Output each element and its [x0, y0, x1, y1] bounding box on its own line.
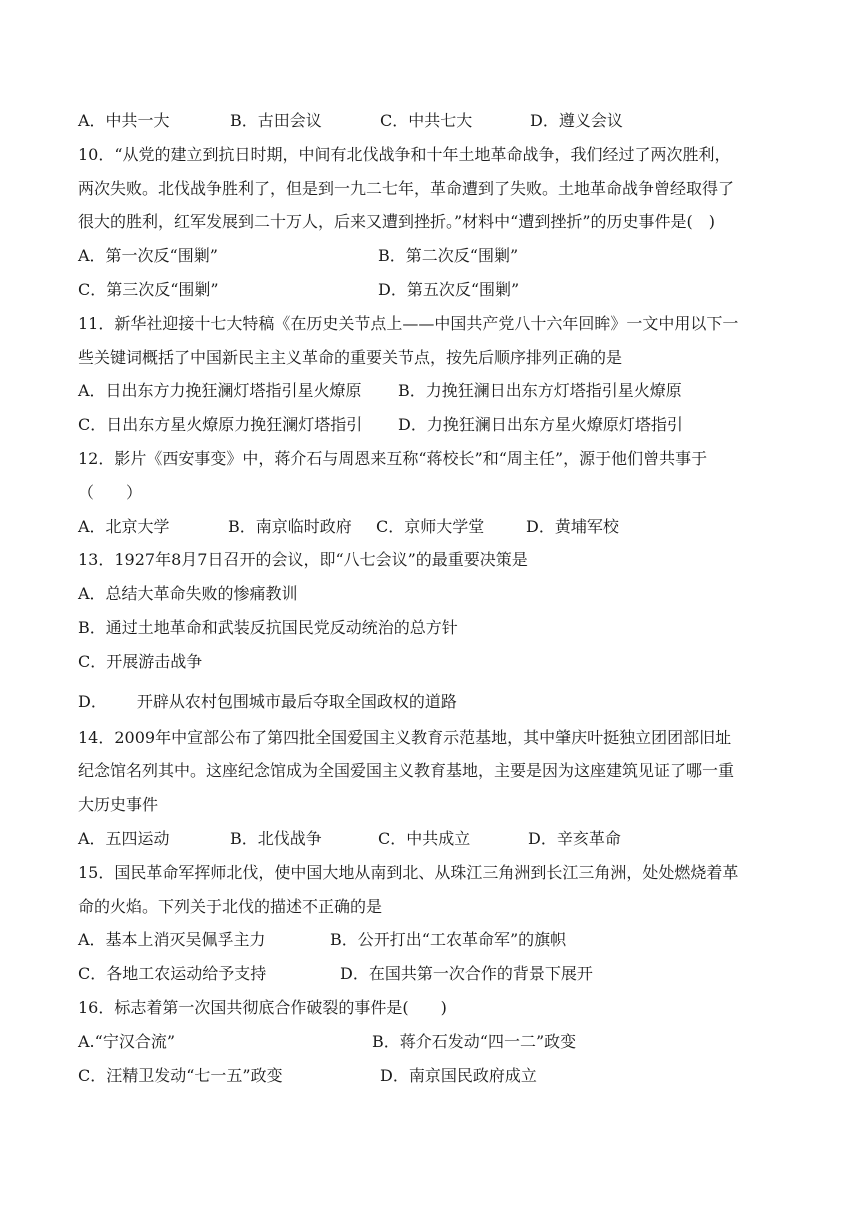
- q9-option-a: A．中共一大: [78, 111, 170, 130]
- q16-option-b: B．蒋介石发动“四一二”政变: [372, 1031, 577, 1051]
- q10-options-row-2: [78, 273, 794, 307]
- q14-option-d: D．辛亥革命: [528, 828, 621, 848]
- q14-options: [78, 822, 794, 856]
- q12-option-d: D．黄埔军校: [526, 516, 619, 536]
- q10-option-a: A．第一次反“围剿”: [78, 246, 218, 266]
- q11-option-d: D．力挽狂澜日出东方星火燎原灯塔指引: [398, 415, 683, 435]
- q16-option-d: D．南京国民政府成立: [380, 1065, 537, 1085]
- q10-stem-line-1: 10．“从党的建立到抗日时期，中间有北伐战争和十年土地革命战争，我们经过了两次胜利，: [78, 144, 731, 164]
- q12-option-b: B．南京临时政府: [228, 516, 352, 536]
- q14-stem-line-1: 14．2009年中宣部公布了第四批全国爱国主义教育示范基地，其中肇庆叶挺独立团团部旧址: [78, 727, 732, 747]
- q11-stem-line-1: 11．新华社迎接十七大特稿《在历史关节点上——中国共产党八十六年回眸》一文中用以下一: [78, 313, 739, 333]
- q10-option-d: D．第五次反“围剿”: [378, 279, 520, 299]
- q11-option-c: C．日出东方星火燎原力挽狂澜灯塔指引: [78, 415, 363, 435]
- q15-stem-line-1: 15．国民革命军挥师北伐，使中国大地从南到北、从珠江三角洲到长江三角洲，处处燃烧着革: [78, 862, 739, 882]
- q10-option-c: C．第三次反“围剿”: [78, 279, 219, 299]
- q13-stem-line-1: 13．1927年8月7日召开的会议，即“八七会议”的最重要决策是: [78, 550, 528, 570]
- q12-options: [78, 510, 794, 544]
- q12-stem-line-1: 12．影片《西安事变》中，蒋介石与周恩来互称“蒋校长”和“周主任”，源于他们曾共事于: [78, 448, 708, 468]
- q14-option-a: A．五四运动: [78, 828, 170, 848]
- q16-options-row-1: [78, 1025, 794, 1059]
- q11-option-b: B．力挽狂澜日出东方灯塔指引星火燎原: [398, 381, 682, 401]
- q12-option-a: A．北京大学: [78, 516, 170, 536]
- q10-options-row-1: [78, 239, 794, 273]
- q14-option-b: B．北伐战争: [230, 828, 322, 848]
- q16-stem-line-1: 16．标志着第一次国共彻底合作破裂的事件是( ): [78, 997, 447, 1017]
- q15-options-row-1: [78, 923, 794, 957]
- q16-options-row-2: [78, 1059, 794, 1093]
- q10-stem-line-3: 很大的胜利，红军发展到二十万人，后来又遭到挫折。”材料中“遭到挫折”的历史事件是( ): [78, 212, 716, 232]
- q11-stem-line-2: 些关键词概括了中国新民主主义革命的重要关节点，按先后顺序排列正确的是: [78, 347, 623, 367]
- q15-option-b: B．公开打出“工农革命军”的旗帜: [330, 930, 567, 950]
- q16-option-a: A.“宁汉合流”: [78, 1031, 176, 1051]
- q13-option-d: [78, 683, 794, 721]
- q11-option-a: A．日出东方力挽狂澜灯塔指引星火燎原: [78, 381, 362, 401]
- q13-option-a: A．总结大革命失败的惨痛教训: [78, 584, 298, 604]
- q15-stem-line-2: 命的火焰。下列关于北伐的描述不正确的是: [78, 896, 383, 916]
- q10-stem-line-2: 两次失败。北伐战争胜利了，但是到一九二七年，革命遭到了失败。土地革命战争曾经取得了: [78, 178, 735, 198]
- q11-options-row-2: [78, 408, 794, 442]
- q15-option-a: A．基本上消灭吴佩孚主力: [78, 930, 266, 950]
- q14-stem-line-3: 大历史事件: [78, 795, 159, 815]
- exam-page: [78, 104, 794, 1092]
- q12-stem-line-2: （ ）: [78, 482, 143, 502]
- q14-stem-line-2: 纪念馆名列其中。这座纪念馆成为全国爱国主义教育基地，主要是因为这座建筑见证了哪一重: [78, 761, 735, 781]
- q11-options-row-1: [78, 374, 794, 408]
- q9-option-d: D．遵义会议: [530, 111, 623, 130]
- q16-option-c: C．汪精卫发动“七一五”政变: [78, 1065, 283, 1085]
- q13-option-d-letter: D．: [78, 691, 107, 711]
- q15-option-d: D．在国共第一次合作的背景下展开: [340, 964, 593, 984]
- q12-option-c: C．京师大学堂: [376, 516, 485, 536]
- q14-option-c: C．中共成立: [378, 828, 471, 848]
- q9-option-c: C．中共七大: [380, 111, 473, 130]
- q10-option-b: B．第二次反“围剿”: [378, 246, 519, 266]
- q13-option-b: B．通过土地革命和武装反抗国民党反动统治的总方针: [78, 617, 458, 637]
- q13-option-c: C．开展游击战争: [78, 651, 203, 671]
- q15-option-c: C．各地工农运动给予支持: [78, 964, 267, 984]
- q13-option-d-text: 开辟从农村包围城市最后夺取全国政权的道路: [136, 691, 457, 711]
- q9-option-b: B．古田会议: [230, 111, 322, 130]
- q9-options: [78, 104, 794, 138]
- q15-options-row-2: [78, 957, 794, 991]
